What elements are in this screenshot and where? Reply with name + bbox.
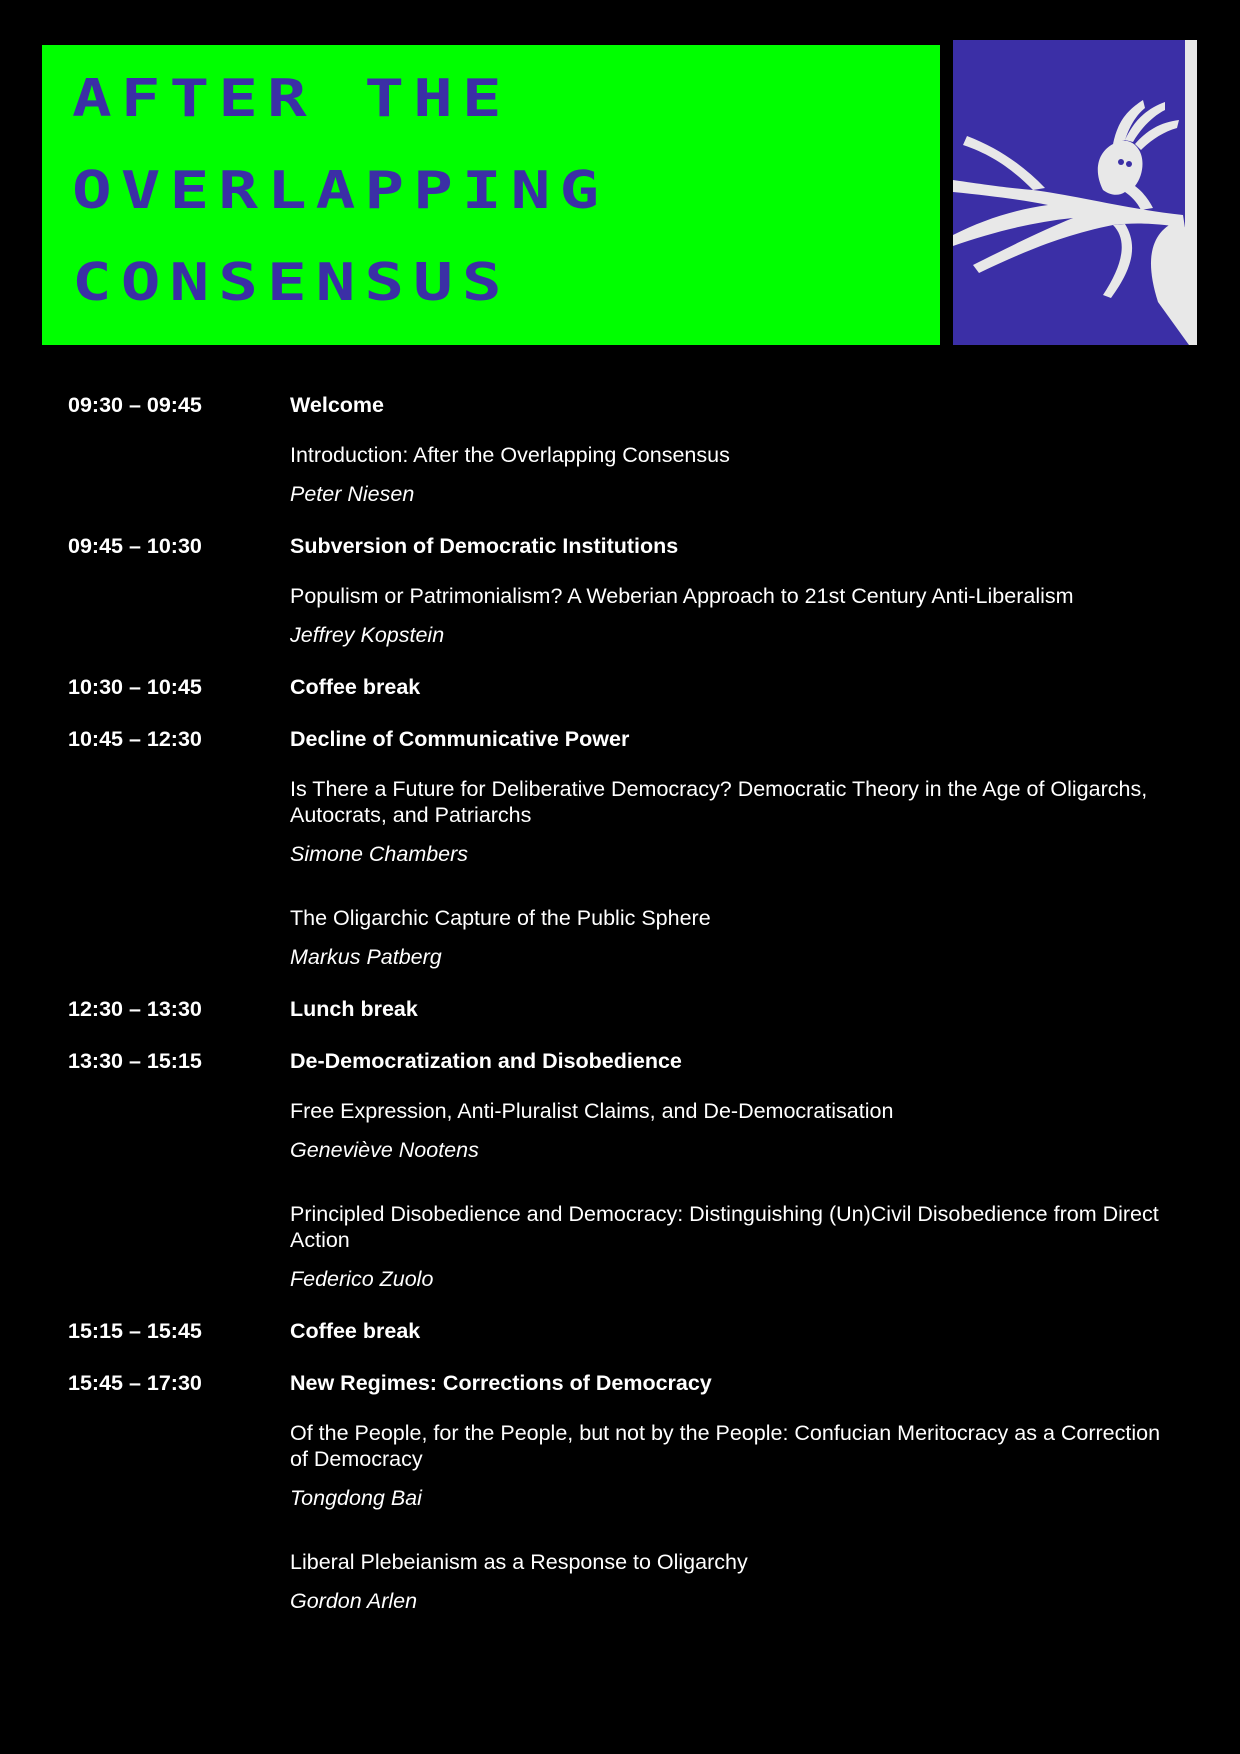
talk-title: Free Expression, Anti-Pluralist Claims, and De-Democratisation xyxy=(290,1099,894,1123)
slot-time: 15:15 – 15:45 xyxy=(68,1319,202,1343)
schedule-slot xyxy=(0,674,1240,700)
session-title: De-Democratization and Disobedience xyxy=(290,1049,682,1073)
schedule-slot xyxy=(0,1048,1240,1292)
schedule-slot xyxy=(0,996,1240,1022)
schedule-slot xyxy=(0,533,1240,648)
talk-title: Of the People, for the People, but not by the People: Confucian Meritocracy as a Correction of Democracy xyxy=(290,1421,1161,1471)
schedule-slot xyxy=(0,1318,1240,1344)
speaker-name: Jeffrey Kopstein xyxy=(290,623,445,647)
talk-title: Liberal Plebeianism as a Response to Oligarchy xyxy=(290,1550,748,1574)
slot-time: 12:30 – 13:30 xyxy=(68,997,202,1021)
speaker-name: Geneviève Nootens xyxy=(290,1138,479,1162)
schedule-slot xyxy=(0,392,1240,507)
schedule-slot xyxy=(0,1370,1240,1614)
talk-title: Principled Disobedience and Democracy: Distinguishing (Un)Civil Disobedience from Direct Action xyxy=(290,1202,1159,1252)
talk xyxy=(290,1549,1180,1614)
session-title: Lunch break xyxy=(290,997,418,1021)
session-title: Welcome xyxy=(290,393,384,417)
speaker-name: Peter Niesen xyxy=(290,482,415,506)
talk-title: The Oligarchic Capture of the Public Sphere xyxy=(290,906,711,930)
slot-time: 10:45 – 12:30 xyxy=(68,727,202,751)
session-title: Coffee break xyxy=(290,675,421,699)
session-title: New Regimes: Corrections of Democracy xyxy=(290,1371,712,1395)
slot-time: 13:30 – 15:15 xyxy=(68,1049,202,1073)
talk xyxy=(290,1420,1180,1511)
slot-time: 10:30 – 10:45 xyxy=(68,675,202,699)
speaker-name: Simone Chambers xyxy=(290,842,469,866)
talk xyxy=(290,1201,1180,1292)
talk xyxy=(290,1098,1180,1163)
slot-time: 09:30 – 09:45 xyxy=(68,393,202,417)
title-line-3: CONSENSUS xyxy=(72,252,511,313)
talk xyxy=(290,776,1180,867)
speaker-name: Federico Zuolo xyxy=(290,1267,434,1291)
talk-title: Is There a Future for Deliberative Democracy? Democratic Theory in the Age of Oligarchs, Autocrats, and Patriarchs xyxy=(290,777,1148,827)
session-title: Coffee break xyxy=(290,1319,421,1343)
slot-time: 09:45 – 10:30 xyxy=(68,534,202,558)
speaker-name: Markus Patberg xyxy=(290,945,442,969)
talk xyxy=(290,905,1180,970)
title-banner xyxy=(42,45,940,345)
talk xyxy=(290,442,1180,507)
schedule-slot xyxy=(0,726,1240,970)
session-title: Decline of Communicative Power xyxy=(290,727,630,751)
speaker-name: Tongdong Bai xyxy=(290,1486,422,1510)
speaker-name: Gordon Arlen xyxy=(290,1589,418,1613)
tree-with-creature-icon xyxy=(953,40,1197,345)
slot-time: 15:45 – 17:30 xyxy=(68,1371,202,1395)
schedule xyxy=(0,392,1240,1640)
session-title: Subversion of Democratic Institutions xyxy=(290,534,679,558)
talk-title: Populism or Patrimonialism? A Weberian Approach to 21st Century Anti-Liberalism xyxy=(290,584,1074,608)
talk xyxy=(290,583,1180,648)
title-line-1: AFTER THE xyxy=(72,68,511,129)
title-line-2: OVERLAPPING xyxy=(72,160,609,221)
talk-title: Introduction: After the Overlapping Consensus xyxy=(290,443,730,467)
